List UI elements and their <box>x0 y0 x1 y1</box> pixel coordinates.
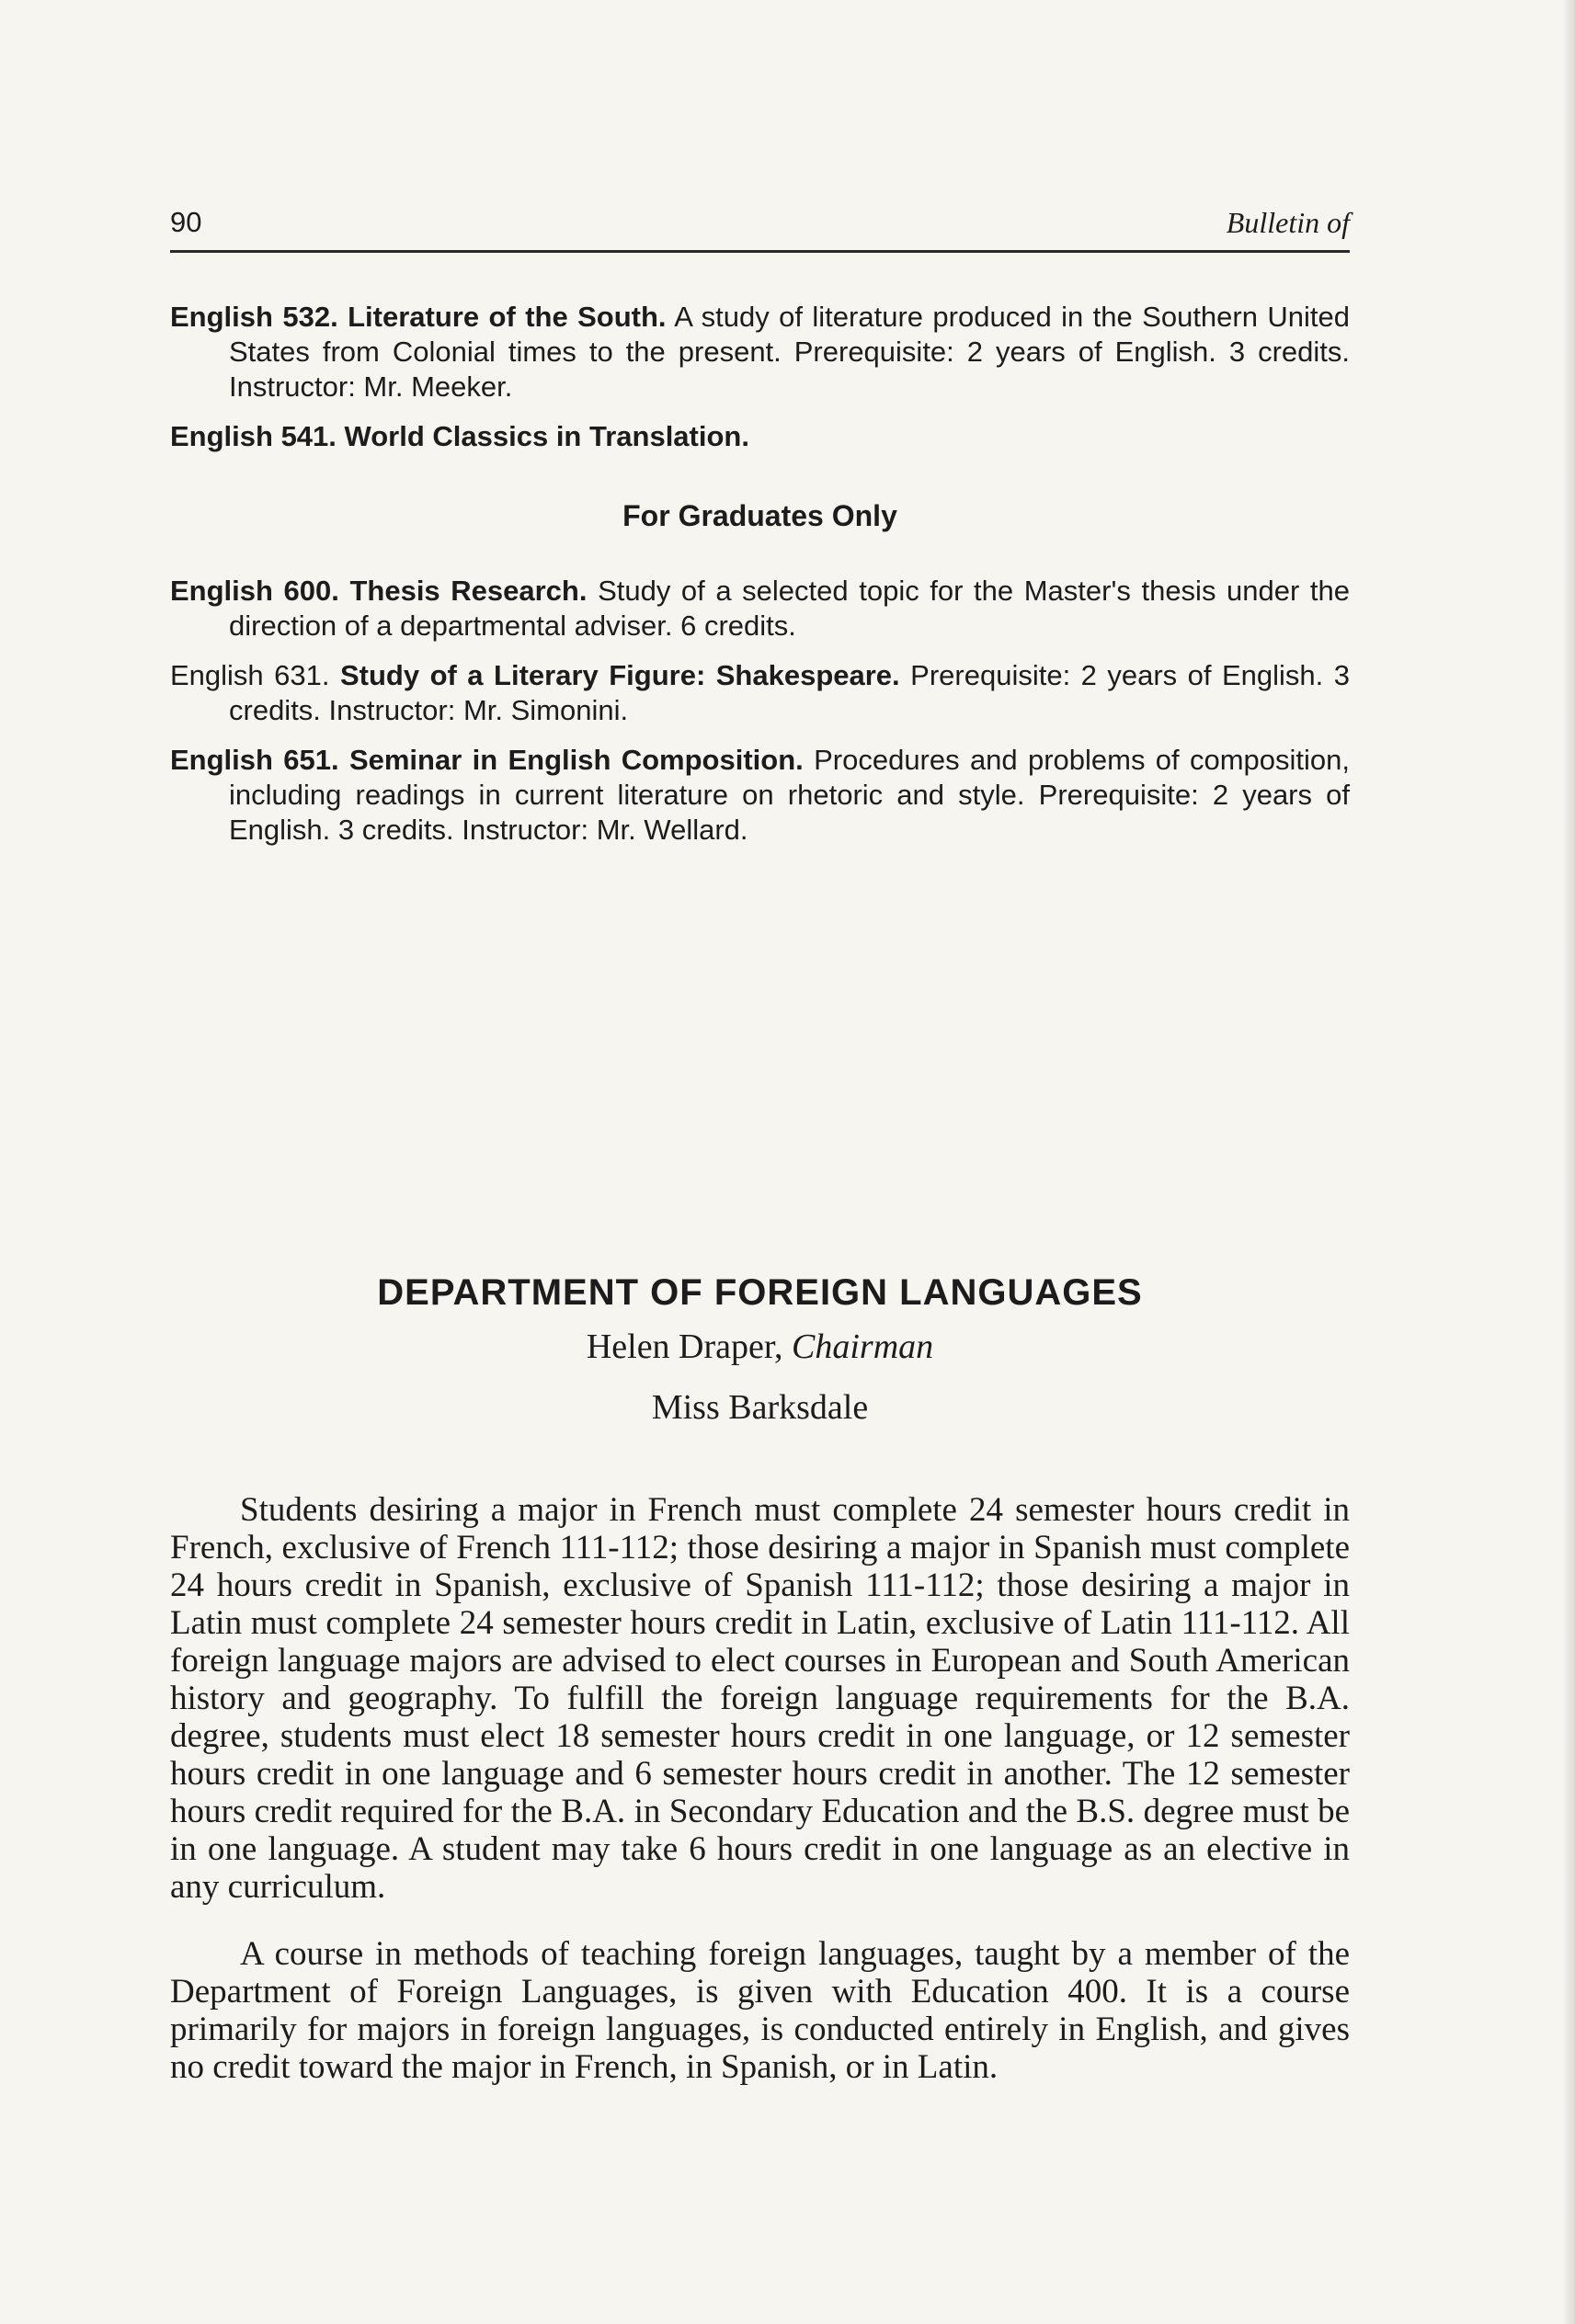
course-title: Thesis Research. <box>349 575 588 607</box>
course-description: Procedures and problems of composition, including readings in current literature on rhetoric and style. Prerequisite: 2 years of English. 3 credits. Instructor: Mr. Wellard. <box>229 744 1350 846</box>
course-number: English 541. <box>170 420 337 452</box>
paragraph: A course in methods of teaching foreign languages, taught by a member of the Department of Foreign Languages, is given with Education 400. It is a course primarily for majors in foreign languages, is conducted entirely in English, and gives no credit toward the major in French, in Spanish, or in Latin. <box>170 1935 1350 2086</box>
course-title: Literature of the South. <box>348 301 667 333</box>
course-list <box>170 300 1350 862</box>
course-description: Study of a selected topic for the Master's thesis under the direction of a departmental adviser. 6 credits. <box>229 575 1350 642</box>
running-head <box>170 206 1350 261</box>
page-edge <box>1562 0 1575 2324</box>
header-rule <box>170 250 1350 253</box>
graduate-heading: For Graduates Only <box>622 499 897 532</box>
department-title: DEPARTMENT OF FOREIGN LANGUAGES <box>377 1272 1143 1313</box>
course-entry <box>170 743 1350 848</box>
running-title: Bulletin of <box>1226 206 1350 239</box>
course-entry <box>170 300 1350 404</box>
course-number: English 600. <box>170 575 339 607</box>
course-number: English 651. <box>170 744 339 776</box>
course-entry <box>170 574 1350 644</box>
course-number: English 631. <box>170 659 330 691</box>
chair-role: Chairman <box>792 1327 934 1366</box>
course-entry <box>170 658 1350 728</box>
paragraph: Students desiring a major in French must complete 24 semester hours credit in French, exclusive of French 111-112; those desiring a major in Spanish must complete 24 hours credit in Spanish, exclusive of Spanish 111-112; those desiring a major in Latin must complete 24 semester hours credit in Latin, exclusive of Latin 111-112. All foreign language majors are advised to elect courses in European and South American history and geography. To fulfill the foreign language requirements for the B.A. degree, students must elect 18 semester hours credit in one language, or 12 semester hours credit in one language and 6 semester hours credit in another. The 12 semester hours credit required for the B.A. in Secondary Education and the B.S. degree must be in one language. A student may take 6 hours credit in one language as an elective in any curriculum. <box>170 1491 1350 1906</box>
department-chair <box>170 1327 1350 1367</box>
course-title: Seminar in English Composition. <box>348 744 804 776</box>
department-header <box>170 1272 1350 1448</box>
course-entry <box>170 419 1350 454</box>
chair-name: Helen Draper, <box>586 1327 783 1366</box>
department-description <box>170 1491 1350 2115</box>
course-description: Prerequisite: 2 years of English. 3 credits. Instructor: Mr. Simonini. <box>229 659 1350 726</box>
department-member: Miss Barksdale <box>651 1388 869 1427</box>
course-title: Study of a Literary Figure: Shakespeare. <box>339 659 900 691</box>
page-number: 90 <box>170 206 202 238</box>
course-description: A study of literature produced in the Southern United States from Colonial times to the present. Prerequisite: 2 years of English. 3 credits. Instructor: Mr. Meeker. <box>229 301 1351 403</box>
course-title: World Classics in Translation. <box>344 420 749 452</box>
course-number: English 532. <box>170 301 338 333</box>
